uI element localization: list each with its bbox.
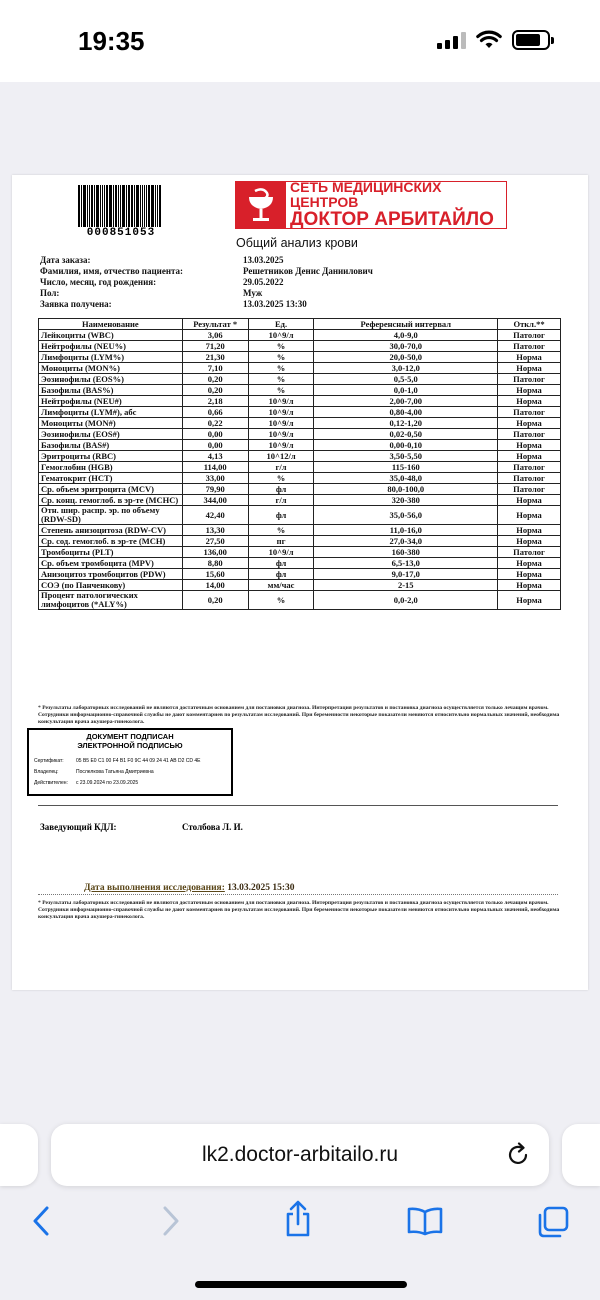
cell-name: Моноциты (MON%) (39, 363, 183, 374)
cell-ref: 3,0-12,0 (314, 363, 498, 374)
cell-unit: фл (248, 506, 314, 525)
cell-result: 0,00 (182, 429, 248, 440)
cell-name: Процент патологических лимфоцитов (*ALY%) (39, 591, 183, 610)
cell-unit: г/л (248, 495, 314, 506)
cell-ref: 6,5-13,0 (314, 558, 498, 569)
cell-name: Гематокрит (HCT) (39, 473, 183, 484)
cell-flag: Норма (498, 569, 561, 580)
cell-ref: 160-380 (314, 547, 498, 558)
cell-unit: % (248, 385, 314, 396)
table-row (39, 484, 561, 495)
document-page (12, 175, 588, 990)
share-icon[interactable] (283, 1200, 313, 1238)
cell-result: 0,22 (182, 418, 248, 429)
cell-name: Отн. шир. распр. эр. по объему (RDW-SD) (39, 506, 183, 525)
info-label: Фамилия, имя, отчество пациента: (40, 266, 184, 276)
tabs-icon[interactable] (536, 1205, 570, 1239)
cell-ref: 4,0-9,0 (314, 330, 498, 341)
table-row (39, 363, 561, 374)
cell-ref: 20,0-50,0 (314, 352, 498, 363)
cell-unit: 10^9/л (248, 418, 314, 429)
signature-owner-value: Послелкова Татьяна Дмитриевна (76, 769, 154, 775)
table-row (39, 440, 561, 451)
cell-name: Эритроциты (RBC) (39, 451, 183, 462)
cell-ref: 0,12-1,20 (314, 418, 498, 429)
table-row (39, 580, 561, 591)
clock: 19:35 (78, 26, 145, 56)
disclaimer-footnote-bottom: * Результаты лабораторных исследований не являются достаточным основанием для постановки диагноза. Интерпретация результатов и постановка диагноза осуществляется только лечащим врачом. Сотрудники информационно-справочной службы не дают комментариев по результатам исследований. При беременности некоторые показатели меняются относительно нормальных значений, необходима консультация врача акушера-гинеколога. (38, 900, 560, 920)
table-row (39, 352, 561, 363)
logo-text (286, 180, 506, 229)
divider (38, 805, 558, 806)
table-row (39, 547, 561, 558)
signature-cert-value: 05 B5 E0 C1 00 F4 B1 F0 9C 44 09 24 41 AB D2 CD 4E (76, 758, 201, 764)
clinic-logo (235, 181, 507, 229)
cell-unit: % (248, 341, 314, 352)
cell-result: 27,50 (182, 536, 248, 547)
table-row (39, 462, 561, 473)
cell-result: 2,18 (182, 396, 248, 407)
cell-unit: 10^12/л (248, 451, 314, 462)
table-row (39, 396, 561, 407)
logo-line1: СЕТЬ МЕДИЦИНСКИХ ЦЕНТРОВ (290, 179, 442, 211)
info-value: Муж (243, 288, 263, 298)
reload-icon[interactable] (507, 1142, 531, 1168)
cell-flag: Норма (498, 363, 561, 374)
cell-flag: Норма (498, 495, 561, 506)
battery-icon (512, 30, 550, 50)
cell-unit: 10^9/л (248, 547, 314, 558)
cell-name: Базофилы (BAS%) (39, 385, 183, 396)
info-row (40, 266, 560, 277)
cell-name: Степень анизоцитоза (RDW-CV) (39, 525, 183, 536)
cell-name: Моноциты (MON#) (39, 418, 183, 429)
table-row (39, 473, 561, 484)
cell-name: Лимфоциты (LYM#), абс (39, 407, 183, 418)
cell-flag: Норма (498, 580, 561, 591)
cell-ref: 115-160 (314, 462, 498, 473)
cell-flag: Норма (498, 352, 561, 363)
info-label: Число, месяц, год рождения: (40, 277, 157, 287)
cell-result: 0,20 (182, 385, 248, 396)
cell-result: 3,06 (182, 330, 248, 341)
bowl-of-hygieia-icon (236, 182, 286, 228)
cell-flag: Норма (498, 418, 561, 429)
cell-name: Ср. сод. гемоглоб. в эр-те (MCH) (39, 536, 183, 547)
cell-ref: 80,0-100,0 (314, 484, 498, 495)
cell-ref: 27,0-34,0 (314, 536, 498, 547)
table-row (39, 495, 561, 506)
previous-tab-preview[interactable] (0, 1124, 38, 1186)
head-of-lab-label: Заведующий КДЛ: (40, 822, 117, 832)
cell-ref: 9,0-17,0 (314, 569, 498, 580)
cell-name: Гемоглобин (HGB) (39, 462, 183, 473)
signature-cert-label: Сертификат: (34, 758, 64, 764)
header-result: Результат * (182, 319, 248, 330)
info-value: Решетников Денис Даниилович (243, 266, 373, 276)
info-label: Дата заказа: (40, 255, 91, 265)
cell-unit: мм/час (248, 580, 314, 591)
table-row (39, 385, 561, 396)
cell-flag: Норма (498, 396, 561, 407)
completion-date-value: 13.03.2025 15:30 (227, 883, 295, 893)
patient-info (40, 255, 560, 310)
cell-ref: 0,0-1,0 (314, 385, 498, 396)
cellular-signal-icon (437, 31, 466, 49)
cell-unit: 10^9/л (248, 396, 314, 407)
cell-unit: % (248, 374, 314, 385)
cell-flag: Норма (498, 536, 561, 547)
info-value: 13.03.2025 (243, 255, 284, 265)
table-row (39, 429, 561, 440)
head-of-lab-name: Столбова Л. И. (182, 822, 243, 832)
cell-name: Нейтрофилы (NEU#) (39, 396, 183, 407)
cell-name: Базофилы (BAS#) (39, 440, 183, 451)
info-value: 29.05.2022 (243, 277, 284, 287)
cell-ref: 35,0-56,0 (314, 506, 498, 525)
info-row (40, 277, 560, 288)
url-text[interactable]: lk2.doctor-arbitailo.ru (201, 1143, 399, 1166)
electronic-signature-box (27, 728, 233, 796)
cell-result: 15,60 (182, 569, 248, 580)
signature-valid-row (29, 778, 231, 789)
table-row (39, 341, 561, 352)
cell-ref: 35,0-48,0 (314, 473, 498, 484)
signature-cert-row (29, 756, 231, 767)
header-deviation: Откл.** (498, 319, 561, 330)
info-label: Заявка получена: (40, 299, 112, 309)
cell-result: 79,90 (182, 484, 248, 495)
cell-unit: % (248, 352, 314, 363)
cell-ref: 0,5-5,0 (314, 374, 498, 385)
disclaimer-footnote: * Результаты лабораторных исследований не являются достаточным основанием для постановки диагноза. Интерпретация результатов и постановка диагноза осуществляется только лечащим врачом. Сотрудники информационно-справочной службы не дают комментариев по результатам исследований. При беременности некоторые показатели меняются относительно нормальных значений, необходима консультация врача акушера-гинеколога. (38, 705, 560, 725)
next-tab-preview[interactable] (562, 1124, 600, 1186)
cell-flag: Патолог (498, 374, 561, 385)
table-row (39, 569, 561, 580)
dotted-divider (38, 894, 558, 895)
cell-name: Лимфоциты (LYM%) (39, 352, 183, 363)
cell-ref: 0,0-2,0 (314, 591, 498, 610)
cell-flag: Норма (498, 440, 561, 451)
cell-name: Ср. объем тромбоцита (MPV) (39, 558, 183, 569)
cell-flag: Патолог (498, 462, 561, 473)
cell-flag: Патолог (498, 429, 561, 440)
cell-name: Эозинофилы (EOS#) (39, 429, 183, 440)
cell-unit: % (248, 525, 314, 536)
cell-name: Нейтрофилы (NEU%) (39, 341, 183, 352)
cell-flag: Норма (498, 525, 561, 536)
signature-owner-row (29, 767, 231, 778)
signature-valid-value: с 23.09.2024 по 23.09.2025 (76, 780, 139, 786)
cell-result: 21,30 (182, 352, 248, 363)
cell-ref: 320-380 (314, 495, 498, 506)
cell-ref: 2-15 (314, 580, 498, 591)
table-header-row (39, 319, 561, 330)
cell-result: 0,00 (182, 440, 248, 451)
forward-icon[interactable] (160, 1204, 182, 1238)
table-row (39, 558, 561, 569)
cell-result: 0,20 (182, 591, 248, 610)
cell-name: Тромбоциты (PLT) (39, 547, 183, 558)
document-title: Общий анализ крови (236, 236, 358, 250)
cell-ref: 0,80-4,00 (314, 407, 498, 418)
signature-title-line1: ДОКУМЕНТ ПОДПИСАН (86, 732, 174, 741)
wifi-icon (476, 30, 502, 50)
table-row (39, 330, 561, 341)
cell-flag: Патолог (498, 547, 561, 558)
barcode-number: 000851053 (86, 227, 156, 239)
table-row (39, 374, 561, 385)
cell-unit: 10^9/л (248, 440, 314, 451)
results-table (38, 318, 561, 610)
cell-result: 4,13 (182, 451, 248, 462)
cell-flag: Патолог (498, 407, 561, 418)
table-row (39, 525, 561, 536)
header-name: Наименование (39, 319, 183, 330)
info-value: 13.03.2025 13:30 (243, 299, 307, 309)
barcode (78, 185, 162, 227)
cell-flag: Патолог (498, 330, 561, 341)
table-row (39, 536, 561, 547)
info-label: Пол: (40, 288, 60, 298)
cell-result: 0,20 (182, 374, 248, 385)
info-row (40, 255, 560, 266)
cell-name: Эозинофилы (EOS%) (39, 374, 183, 385)
signature-owner-label: Владелец: (34, 769, 59, 775)
cell-result: 33,00 (182, 473, 248, 484)
cell-result: 344,00 (182, 495, 248, 506)
info-row (40, 299, 560, 310)
status-icons (437, 30, 550, 50)
header-reference: Референсный интервал (314, 319, 498, 330)
cell-ref: 0,02-0,50 (314, 429, 498, 440)
logo-line2: ДОКТОР АРБИТАЙЛО (290, 208, 494, 230)
cell-unit: 10^9/л (248, 330, 314, 341)
cell-flag: Норма (498, 591, 561, 610)
cell-flag: Патолог (498, 484, 561, 495)
info-row (40, 288, 560, 299)
cell-unit: фл (248, 569, 314, 580)
cell-unit: фл (248, 558, 314, 569)
cell-name: Ср. конц. гемоглоб. в эр-те (MCHC) (39, 495, 183, 506)
back-icon[interactable] (30, 1204, 52, 1238)
cell-name: Лейкоциты (WBC) (39, 330, 183, 341)
cell-result: 136,00 (182, 547, 248, 558)
table-row (39, 418, 561, 429)
cell-unit: г/л (248, 462, 314, 473)
cell-flag: Норма (498, 506, 561, 525)
cell-result: 13,30 (182, 525, 248, 536)
table-row (39, 506, 561, 525)
cell-unit: пг (248, 536, 314, 547)
cell-name: Ср. объем эритроцита (MCV) (39, 484, 183, 495)
cell-flag: Патолог (498, 473, 561, 484)
cell-result: 7,10 (182, 363, 248, 374)
cell-unit: 10^9/л (248, 429, 314, 440)
cell-unit: фл (248, 484, 314, 495)
completion-date (84, 883, 295, 893)
signature-title-line2: ЭЛЕКТРОННОЙ ПОДПИСЬЮ (77, 741, 183, 750)
cell-flag: Патолог (498, 341, 561, 352)
cell-name: Анизоцитоз тромбоцитов (PDW) (39, 569, 183, 580)
cell-flag: Норма (498, 451, 561, 462)
cell-flag: Норма (498, 558, 561, 569)
cell-result: 0,66 (182, 407, 248, 418)
cell-ref: 11,0-16,0 (314, 525, 498, 536)
completion-date-label: Дата выполнения исследования: (84, 883, 225, 893)
table-row (39, 451, 561, 462)
signature-valid-label: Действителен: (34, 780, 68, 786)
bookmarks-icon[interactable] (406, 1206, 444, 1236)
cell-unit: 10^9/л (248, 407, 314, 418)
cell-unit: % (248, 473, 314, 484)
address-bar[interactable] (51, 1124, 549, 1186)
status-bar (0, 0, 600, 82)
cell-result: 71,20 (182, 341, 248, 352)
cell-name: СОЭ (по Панченкову) (39, 580, 183, 591)
cell-ref: 30,0-70,0 (314, 341, 498, 352)
cell-ref: 0,00-0,10 (314, 440, 498, 451)
cell-unit: % (248, 363, 314, 374)
table-row (39, 407, 561, 418)
cell-result: 42,40 (182, 506, 248, 525)
cell-result: 8,80 (182, 558, 248, 569)
cell-ref: 3,50-5,50 (314, 451, 498, 462)
cell-ref: 2,00-7,00 (314, 396, 498, 407)
cell-unit: % (248, 591, 314, 610)
cell-result: 14,00 (182, 580, 248, 591)
header-unit: Ед. (248, 319, 314, 330)
cell-flag: Норма (498, 385, 561, 396)
cell-result: 114,00 (182, 462, 248, 473)
home-indicator (195, 1281, 407, 1288)
table-row (39, 591, 561, 610)
